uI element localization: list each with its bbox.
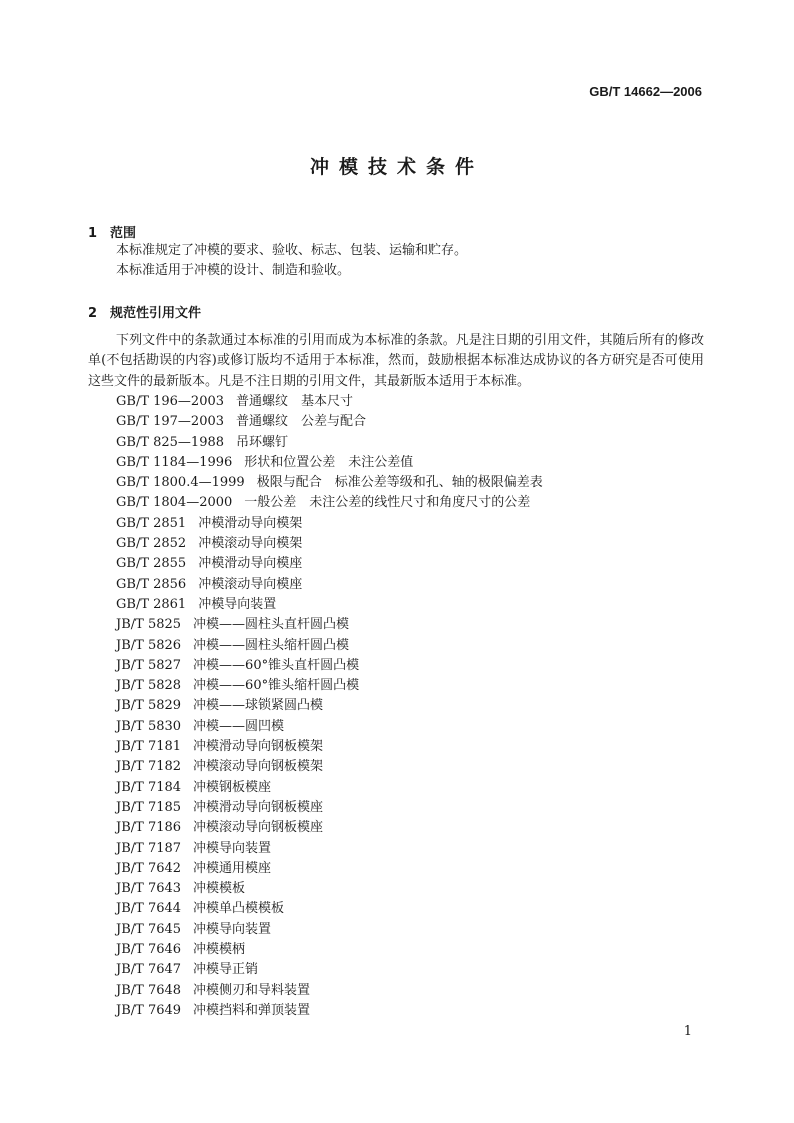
reference-item — [116, 1001, 543, 1021]
reference-code: JB/T 7647 — [116, 962, 182, 978]
reference-title: 普通螺纹 公差与配合 — [236, 414, 367, 430]
reference-item — [116, 757, 543, 777]
standard-code: GB/T 14662—2006 — [589, 84, 702, 99]
reference-title: 冲模滚动导向模座 — [198, 576, 303, 592]
reference-code: JB/T 7648 — [116, 982, 182, 998]
reference-title: 冲模滚动导向钢板模架 — [193, 759, 324, 775]
reference-code: GB/T 2861 — [116, 596, 187, 612]
reference-code: GB/T 1800.4—1999 — [116, 475, 245, 491]
reference-code: JB/T 7187 — [116, 840, 182, 856]
reference-item — [116, 656, 543, 676]
reference-code: JB/T 5825 — [116, 617, 182, 633]
reference-title: 冲模——圆柱头缩杆圆凸模 — [193, 637, 350, 653]
section-1-number: 1 — [88, 226, 98, 241]
reference-code: GB/T 1184—1996 — [116, 454, 233, 470]
reference-item — [116, 534, 543, 554]
reference-title: 冲模——圆凹模 — [193, 718, 285, 734]
reference-item — [116, 798, 543, 818]
section-2-title: 规范性引用文件 — [110, 306, 202, 321]
reference-item — [116, 818, 543, 838]
reference-code: GB/T 825—1988 — [116, 434, 225, 450]
reference-code: JB/T 7181 — [116, 739, 182, 755]
reference-item — [116, 737, 543, 757]
reference-item — [116, 920, 543, 940]
reference-title: 冲模——60°锥头缩杆圆凸模 — [193, 678, 360, 694]
reference-item — [116, 473, 543, 493]
reference-code: JB/T 5828 — [116, 678, 182, 694]
reference-title: 形状和位置公差 未注公差值 — [244, 454, 414, 470]
reference-code: JB/T 7184 — [116, 779, 182, 795]
reference-code: JB/T 7643 — [116, 881, 182, 897]
document-title: 冲模技术条件 — [309, 156, 484, 178]
reference-item — [116, 433, 543, 453]
reference-title: 冲模——球锁紧圆凸模 — [193, 698, 324, 714]
reference-code: GB/T 197—2003 — [116, 414, 225, 430]
reference-item — [116, 493, 543, 513]
reference-item — [116, 981, 543, 1001]
reference-code: GB/T 2855 — [116, 556, 187, 572]
reference-item — [116, 615, 543, 635]
reference-code: JB/T 7645 — [116, 921, 182, 937]
section-1-heading — [88, 222, 136, 241]
reference-code: JB/T 7646 — [116, 942, 182, 958]
reference-item — [116, 696, 543, 716]
reference-code: GB/T 2851 — [116, 515, 187, 531]
reference-item — [116, 554, 543, 574]
section-2-heading — [88, 302, 201, 321]
reference-code: JB/T 5826 — [116, 637, 182, 653]
references-intro: 下列文件中的条款通过本标准的引用而成为本标准的条款。凡是注日期的引用文件，其随后所有的修改单(不包括勘误的内容)或修订版均不适用于本标准，然而，鼓励根据本标准达成协议的各方研究是否可使用这些文件的最新版本。凡是不注日期的引用文件，其最新版本适用于本标准。 — [88, 333, 704, 389]
reference-code: JB/T 7186 — [116, 820, 182, 836]
reference-title: 冲模——60°锥头直杆圆凸模 — [193, 657, 360, 673]
reference-title: 吊环螺钉 — [236, 434, 289, 450]
reference-item — [116, 859, 543, 879]
reference-item — [116, 940, 543, 960]
reference-item — [116, 392, 543, 412]
reference-item — [116, 412, 543, 432]
reference-code: JB/T 7649 — [116, 1002, 182, 1018]
reference-item — [116, 595, 543, 615]
reference-code: GB/T 1804—2000 — [116, 495, 233, 511]
reference-item — [116, 879, 543, 899]
reference-title: 冲模挡料和弹顶装置 — [193, 1002, 311, 1018]
reference-item — [116, 717, 543, 737]
reference-item — [116, 636, 543, 656]
scope-paragraph-2: 本标准适用于冲模的设计、制造和验收。 — [116, 263, 351, 278]
reference-title: 冲模侧刃和导料装置 — [193, 982, 311, 998]
reference-code: GB/T 2856 — [116, 576, 187, 592]
reference-code: GB/T 2852 — [116, 536, 187, 552]
reference-title: 冲模钢板模座 — [193, 779, 272, 795]
reference-title: 冲模滑动导向钢板模架 — [193, 739, 324, 755]
reference-title: 冲模单凸模模板 — [193, 901, 285, 917]
reference-item — [116, 453, 543, 473]
reference-title: 冲模模板 — [193, 881, 246, 897]
reference-item — [116, 514, 543, 534]
reference-item — [116, 778, 543, 798]
reference-code: JB/T 7644 — [116, 901, 182, 917]
page-number: 1 — [683, 1024, 692, 1039]
reference-title: 冲模模柄 — [193, 942, 246, 958]
reference-code: GB/T 196—2003 — [116, 394, 225, 409]
section-1-title: 范围 — [110, 226, 137, 241]
reference-code: JB/T 7642 — [116, 860, 182, 876]
reference-title: 冲模导向装置 — [193, 840, 272, 856]
reference-code: JB/T 5830 — [116, 718, 182, 734]
reference-item — [116, 676, 543, 696]
reference-title: 极限与配合 标准公差等级和孔、轴的极限偏差表 — [256, 475, 543, 491]
reference-title: 冲模导向装置 — [198, 596, 277, 612]
reference-title: 普通螺纹 基本尺寸 — [236, 394, 354, 409]
reference-item — [116, 575, 543, 595]
reference-title: 冲模——圆柱头直杆圆凸模 — [193, 617, 350, 633]
reference-title: 冲模滑动导向模架 — [198, 515, 303, 531]
reference-item — [116, 899, 543, 919]
reference-title: 冲模滚动导向钢板模座 — [193, 820, 324, 836]
reference-title: 冲模滑动导向模座 — [198, 556, 303, 572]
reference-title: 冲模滑动导向钢板模座 — [193, 799, 324, 815]
reference-code: JB/T 5829 — [116, 698, 182, 714]
reference-title: 冲模导正销 — [193, 962, 259, 978]
section-2-number: 2 — [88, 306, 98, 321]
reference-title: 冲模滚动导向模架 — [198, 536, 303, 552]
reference-list — [116, 392, 543, 1021]
reference-code: JB/T 7182 — [116, 759, 182, 775]
reference-title: 一般公差 未注公差的线性尺寸和角度尺寸的公差 — [244, 495, 531, 511]
reference-code: JB/T 7185 — [116, 799, 182, 815]
reference-title: 冲模导向装置 — [193, 921, 272, 937]
reference-code: JB/T 5827 — [116, 657, 182, 673]
reference-item — [116, 960, 543, 980]
reference-item — [116, 839, 543, 859]
scope-paragraph-1: 本标准规定了冲模的要求、验收、标志、包装、运输和贮存。 — [116, 243, 468, 258]
reference-title: 冲模通用模座 — [193, 860, 272, 876]
